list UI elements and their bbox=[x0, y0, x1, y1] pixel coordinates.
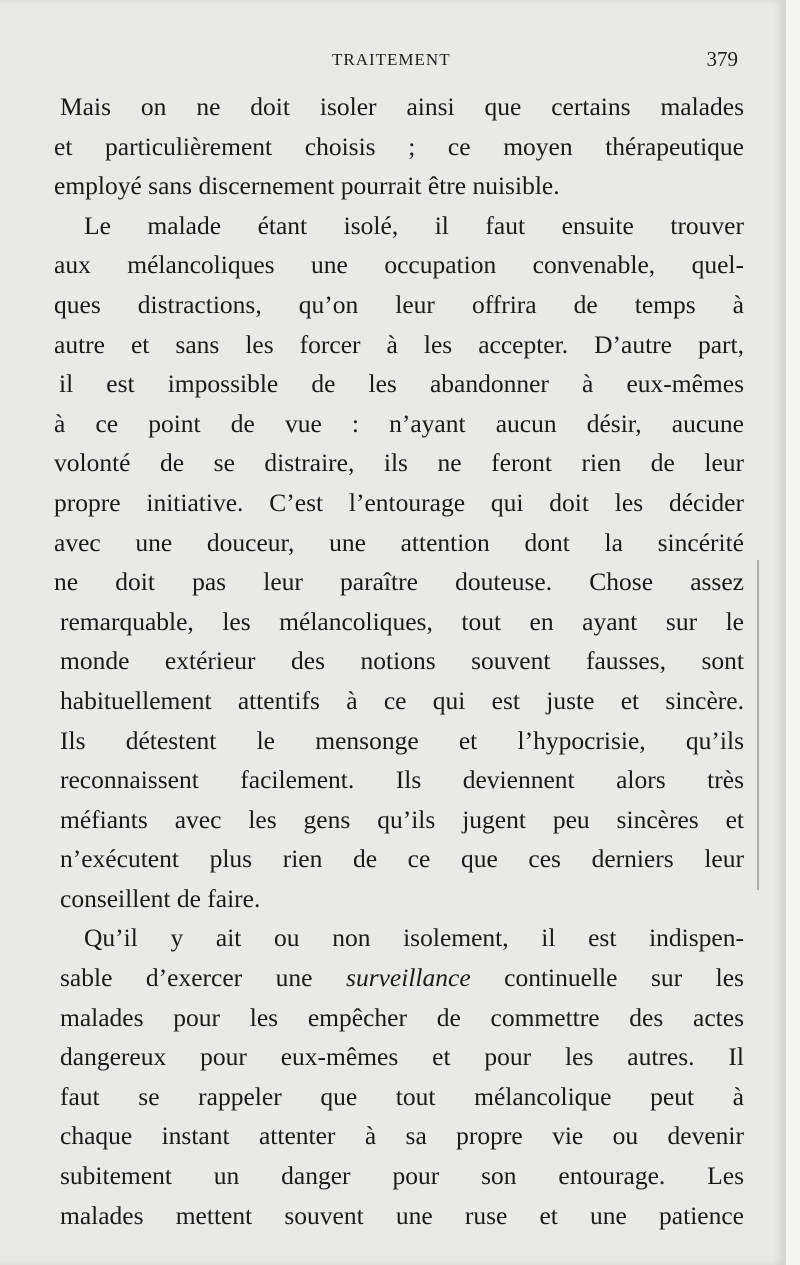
page-number: 379 bbox=[706, 47, 738, 71]
text-line: ques distractions, qu’on leur offrira de temps à bbox=[54, 289, 744, 319]
margin-pencil-mark bbox=[757, 560, 759, 890]
text-line: il est impossible de les abandonner à eux-mêmes bbox=[59, 369, 744, 399]
text-line: avec une douceur, une attention dont la sincérité bbox=[54, 527, 744, 557]
text-line: faut se rappeler que tout mélancolique peut à bbox=[60, 1081, 744, 1111]
text-line: Le malade étant isolé, il faut ensuite trouver bbox=[84, 210, 744, 240]
page-edge bbox=[786, 0, 800, 1265]
text-line: méfiants avec les gens qu’ils jugent peu sincères et bbox=[60, 804, 744, 834]
text-line: remarquable, les mélancoliques, tout en ayant sur le bbox=[60, 606, 744, 636]
text-line: volonté de se distraire, ils ne feront rien de leur bbox=[54, 448, 744, 478]
text-line: malades mettent souvent une ruse et une patience bbox=[60, 1200, 744, 1230]
text-line: à ce point de vue : n’ayant aucun désir, aucune bbox=[54, 408, 744, 438]
page-header bbox=[62, 47, 742, 74]
body-text bbox=[54, 87, 744, 1235]
italic-emphasis: surveillance bbox=[346, 963, 471, 993]
text-line: aux mélancoliques une occupation convenable, quel- bbox=[54, 250, 744, 280]
text-line: chaque instant attenter à sa propre vie ou devenir bbox=[60, 1121, 744, 1151]
text-line: Ils détestent le mensonge et l’hypocrisie, qu’ils bbox=[60, 725, 744, 755]
text-line: habituellement attentifs à ce qui est juste et sincère. bbox=[60, 685, 744, 715]
text-line: dangereux pour eux-mêmes et pour les autres. Il bbox=[60, 1042, 744, 1072]
text-line: propre initiative. C’est l’entourage qui doit les décider bbox=[54, 487, 744, 517]
text-line: ne doit pas leur paraître douteuse. Chose assez bbox=[54, 567, 744, 597]
text-line: conseillent de faire. bbox=[60, 883, 261, 913]
text-line: employé sans discernement pourrait être nuisible. bbox=[54, 171, 560, 201]
text-line: et particulièrement choisis ; ce moyen thérapeutique bbox=[54, 131, 744, 161]
text-line: reconnaissent facilement. Ils deviennent alors très bbox=[60, 765, 744, 795]
text-line: sable d’exercer une surveillance continuelle sur les bbox=[60, 963, 744, 993]
text-line: Mais on ne doit isoler ainsi que certains malades bbox=[60, 92, 744, 121]
running-title: TRAITEMENT bbox=[332, 50, 451, 69]
text-line: Qu’il y ait ou non isolement, il est indispen- bbox=[84, 923, 744, 953]
text-line: malades pour les empêcher de commettre des actes bbox=[60, 1002, 744, 1032]
text-line: n’exécutent plus rien de ce que ces derniers leur bbox=[60, 844, 744, 874]
text-line: monde extérieur des notions souvent fausses, sont bbox=[60, 646, 744, 676]
text-line: subitement un danger pour son entourage. Les bbox=[60, 1161, 744, 1191]
text-line: autre et sans les forcer à les accepter. D’autre part, bbox=[54, 329, 744, 359]
